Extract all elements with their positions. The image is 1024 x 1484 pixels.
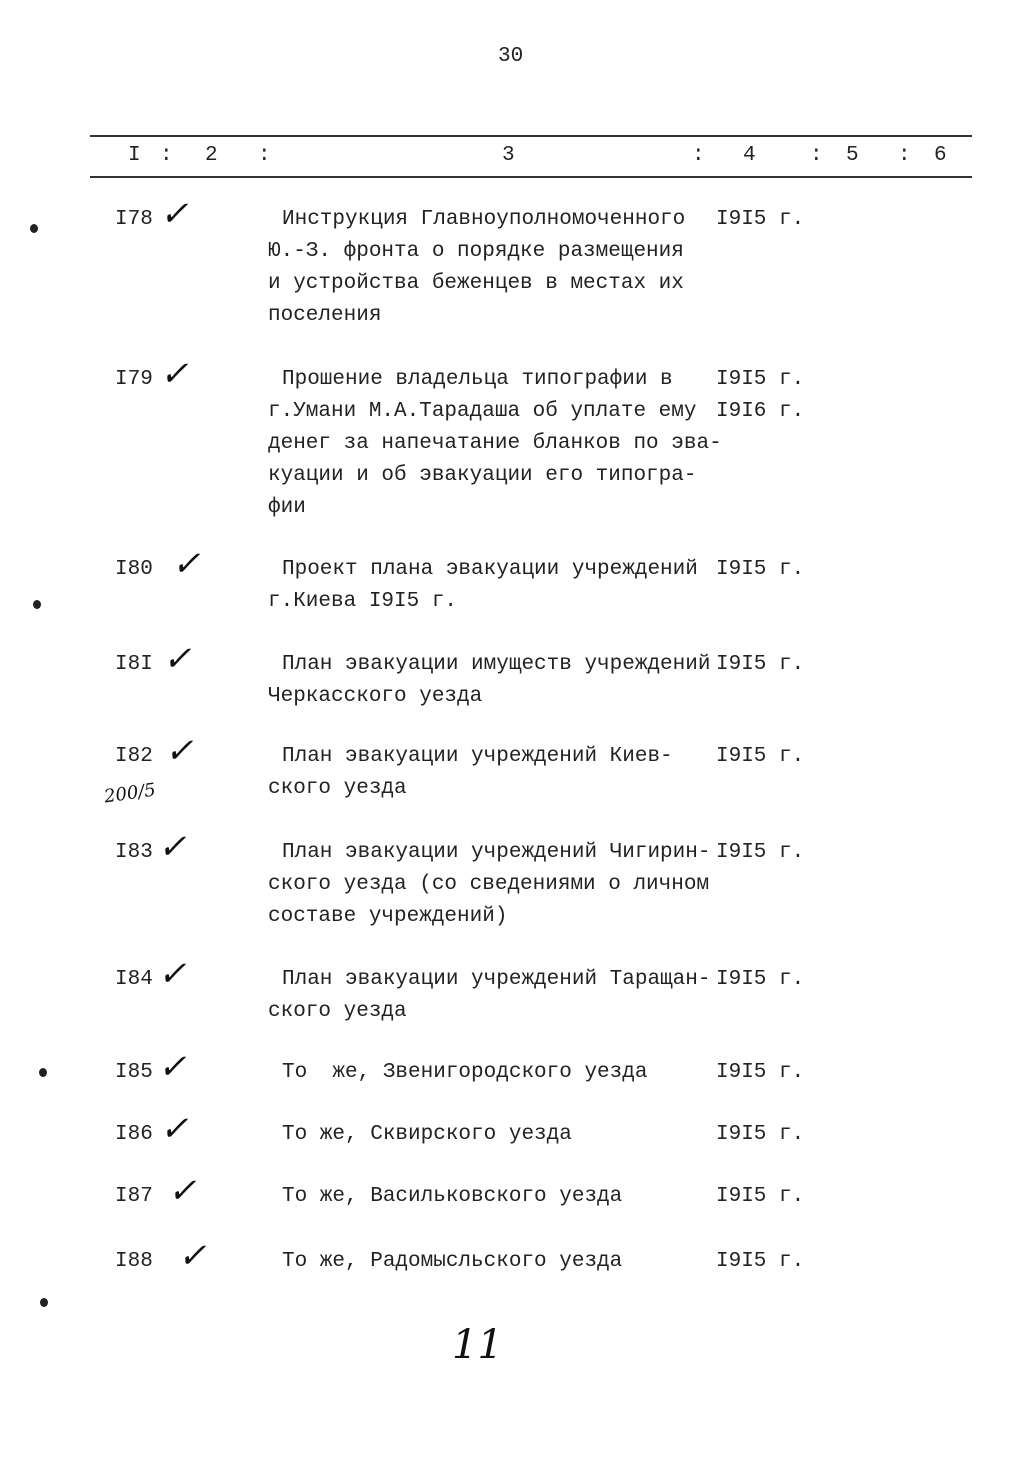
item-description	[268, 653, 710, 717]
item-year: I9I5 г.	[716, 208, 805, 231]
description-line: Черкасского уезда	[268, 685, 483, 708]
description-line: Проект плана эвакуации учреждений	[282, 558, 698, 581]
header-bottom-rule	[90, 176, 972, 178]
col-1: I	[128, 144, 141, 167]
item-year: I9I5 г.	[716, 558, 805, 581]
col-3: 3	[502, 144, 515, 167]
description-line: План эвакуации учреждений Киев-	[282, 745, 673, 768]
punch-mark	[40, 1298, 48, 1307]
description-line: Ю.-З. фронта о порядке размещения	[268, 240, 684, 263]
sep: :	[810, 144, 823, 167]
page-number: 30	[498, 45, 524, 68]
item-dates	[716, 653, 804, 685]
description-line: составе учреждений)	[268, 905, 508, 928]
checkmark-icon: ✓	[158, 1047, 187, 1087]
checkmark-icon: ✓	[168, 1171, 197, 1211]
item-number: I88	[115, 1250, 153, 1273]
description-line: Инструкция Главноуполномоченного	[282, 208, 686, 231]
description-line: План эвакуации учреждений Таращан-	[282, 968, 711, 991]
sep: :	[258, 144, 271, 167]
item-description	[268, 968, 710, 1032]
item-dates	[716, 208, 804, 240]
item-number: I83	[115, 841, 153, 864]
description-line: и устройства беженцев в местах их	[268, 272, 684, 295]
item-number: I80	[115, 558, 153, 581]
punch-mark	[39, 1068, 47, 1077]
description-line: План эвакуации учреждений Чигирин-	[282, 841, 711, 864]
description-line: денег за напечатание бланков по эва-	[268, 432, 722, 455]
item-number: I86	[115, 1123, 153, 1146]
sep: :	[898, 144, 911, 167]
item-year: I9I5 г.	[716, 1185, 805, 1208]
description-line: г.Умани М.А.Тарадаша об уплате ему	[268, 400, 697, 423]
description-line: ского уезда	[268, 1000, 407, 1023]
checkmark-icon: ✓	[160, 354, 189, 394]
item-description	[268, 1250, 622, 1282]
checkmark-icon: ✓	[158, 827, 187, 867]
item-dates	[716, 368, 804, 432]
description-line: То же, Васильковского уезда	[282, 1185, 623, 1208]
item-dates	[716, 968, 804, 1000]
description-line: То же, Сквирского уезда	[282, 1123, 572, 1146]
description-line: План эвакуации имуществ учреждений	[282, 653, 711, 676]
item-year: I9I5 г.	[716, 1123, 805, 1146]
description-line: фии	[268, 496, 306, 519]
item-year: I9I5 г.	[716, 968, 805, 991]
punch-mark	[33, 600, 41, 609]
checkmark-icon: ✓	[165, 731, 194, 771]
item-dates	[716, 841, 804, 873]
item-year: I9I5 г.	[716, 368, 805, 391]
description-line: поселения	[268, 304, 382, 327]
item-description	[268, 558, 698, 622]
description-line: То же, Звенигородского уезда	[282, 1061, 648, 1084]
item-description	[268, 1061, 647, 1093]
item-number: I85	[115, 1061, 153, 1084]
header-top-rule	[90, 135, 972, 137]
item-description	[268, 208, 685, 336]
item-year: I9I5 г.	[716, 1061, 805, 1084]
item-year: I9I5 г.	[716, 841, 805, 864]
item-number: I84	[115, 968, 153, 991]
item-description	[268, 1123, 572, 1155]
sep: :	[160, 144, 173, 167]
description-line: г.Киева I9I5 г.	[268, 590, 458, 613]
item-number: I87	[115, 1185, 153, 1208]
col-5: 5	[846, 144, 859, 167]
item-year: I9I5 г.	[716, 745, 805, 768]
description-line: куации и об эвакуации его типогра-	[268, 464, 697, 487]
item-year: I9I5 г.	[716, 653, 805, 676]
checkmark-icon: ✓	[178, 1236, 207, 1276]
item-description	[268, 368, 722, 528]
checkmark-icon: ✓	[160, 194, 189, 234]
item-dates	[716, 1185, 804, 1217]
item-dates	[716, 1123, 804, 1155]
item-number: I79	[115, 368, 153, 391]
col-4: 4	[743, 144, 756, 167]
description-line: ского уезда	[268, 777, 407, 800]
item-dates	[716, 558, 804, 590]
checkmark-icon: ✓	[163, 639, 192, 679]
item-year: I9I5 г.	[716, 1250, 805, 1273]
handwritten-sheet-number: 11	[452, 1322, 503, 1368]
item-year: I9I6 г.	[716, 400, 805, 423]
col-2: 2	[205, 144, 218, 167]
item-dates	[716, 1061, 804, 1093]
checkmark-icon: ✓	[158, 954, 187, 994]
description-line: Прошение владельца типографии в	[282, 368, 673, 391]
item-description	[268, 1185, 622, 1217]
item-description	[268, 841, 710, 937]
item-dates	[716, 1250, 804, 1282]
sep: :	[692, 144, 705, 167]
item-description	[268, 745, 673, 809]
description-line: То же, Радомысльского уезда	[282, 1250, 623, 1273]
item-number: I82	[115, 745, 153, 768]
description-line: ского уезда (со сведениями о личном	[268, 873, 710, 896]
item-number: I8I	[115, 653, 153, 676]
col-6: 6	[934, 144, 947, 167]
checkmark-icon: ✓	[160, 1109, 189, 1149]
item-dates	[716, 745, 804, 777]
handwritten-annotation: 200/5	[102, 779, 158, 808]
punch-mark	[30, 224, 38, 233]
checkmark-icon: ✓	[172, 544, 201, 584]
item-number: I78	[115, 208, 153, 231]
